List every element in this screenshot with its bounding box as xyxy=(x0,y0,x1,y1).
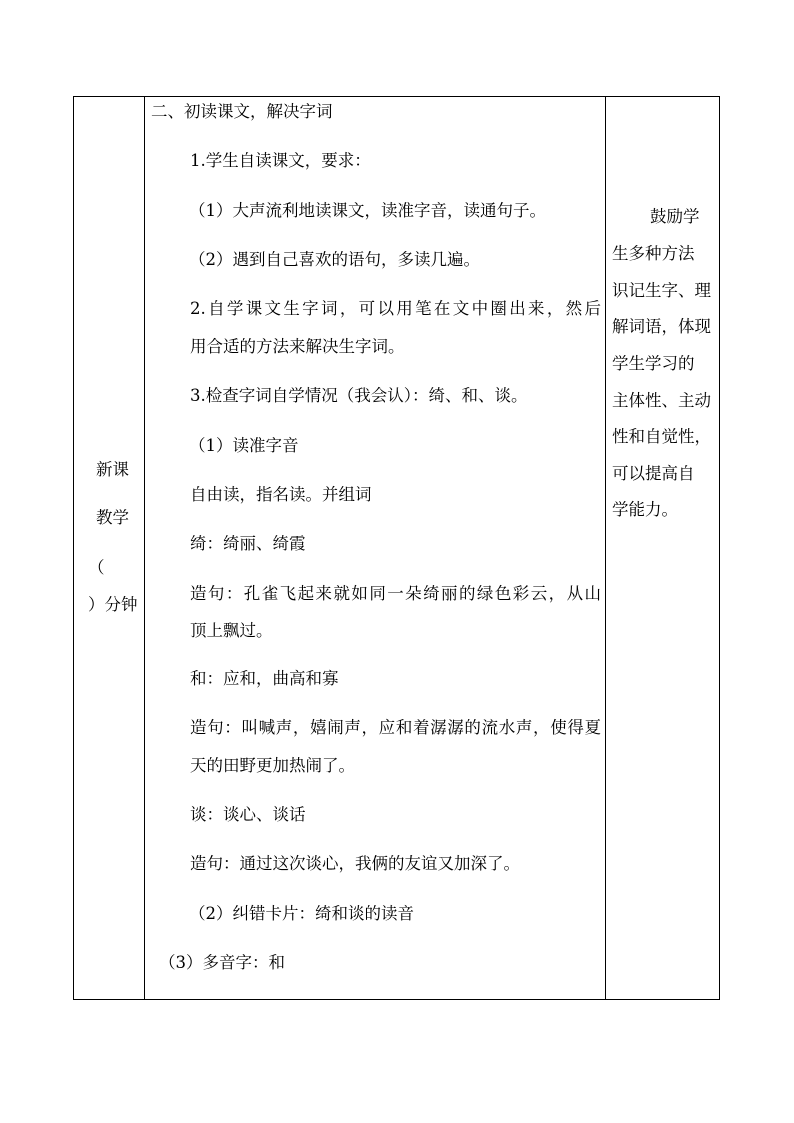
content-line: 绮：绮丽、绮霞 xyxy=(190,534,306,553)
content-line: （3）多音字：和 xyxy=(159,953,285,972)
design-note-line: 学能力。 xyxy=(612,500,678,519)
content-line: 谈：谈心、谈话 xyxy=(190,805,306,824)
content-line: 和：应和，曲高和寡 xyxy=(190,669,339,688)
design-note-line: 学生学习的 xyxy=(612,354,695,373)
design-note-cell xyxy=(606,97,719,999)
content-line: （2）纠错卡片：绮和谈的读音 xyxy=(189,904,414,923)
design-note-line: 生多种方法 xyxy=(612,244,695,263)
content-line: 3.检查字词自学情况（我会认）：绮、和、谈。 xyxy=(190,386,528,405)
section-heading: 二、初读课文，解决字词 xyxy=(151,102,333,121)
content-line: 2.自学课文生字词，可以用笔在文中圈出来，然后 xyxy=(190,299,601,318)
content-line: 天的田野更加热闹了。 xyxy=(190,756,355,775)
content-line: 用合适的方法来解决生字词。 xyxy=(190,337,405,356)
content-line: 自由读，指名读。并组词 xyxy=(190,485,372,504)
design-note-line: 识记生字、理 xyxy=(612,281,711,300)
section-label-line2: 教学 xyxy=(96,508,129,527)
design-note-line: 可以提高自 xyxy=(612,464,695,483)
section-label-line4: ）分钟 xyxy=(88,595,138,614)
design-note-line: 鼓励学 xyxy=(650,207,700,226)
design-note-line: 解词语，体现 xyxy=(612,317,711,336)
content-line: 造句：孔雀飞起来就如同一朵绮丽的绿色彩云，从山 xyxy=(190,584,601,603)
content-line: 造句：通过这次谈心，我俩的友谊又加深了。 xyxy=(190,854,520,873)
content-line: （1）大声流利地读课文，读准字音，读通句子。 xyxy=(189,201,546,220)
section-label-line3: （ xyxy=(88,558,105,577)
teaching-content-cell xyxy=(145,97,605,999)
lesson-plan-table xyxy=(73,96,720,1000)
content-line: （1）读准字音 xyxy=(189,436,299,455)
design-note-line: 性和自觉性， xyxy=(612,427,711,446)
content-line: （2）遇到自己喜欢的语句，多读几遍。 xyxy=(189,250,480,269)
content-line: 1.学生自读课文，要求： xyxy=(190,151,371,170)
design-note-line: 主体性、主动 xyxy=(612,391,711,410)
section-label-cell xyxy=(74,97,144,999)
section-label-line1: 新课 xyxy=(96,460,129,479)
content-line: 造句：叫喊声，嬉闹声，应和着潺潺的流水声，使得夏 xyxy=(190,718,601,737)
content-line: 顶上飘过。 xyxy=(190,621,273,640)
